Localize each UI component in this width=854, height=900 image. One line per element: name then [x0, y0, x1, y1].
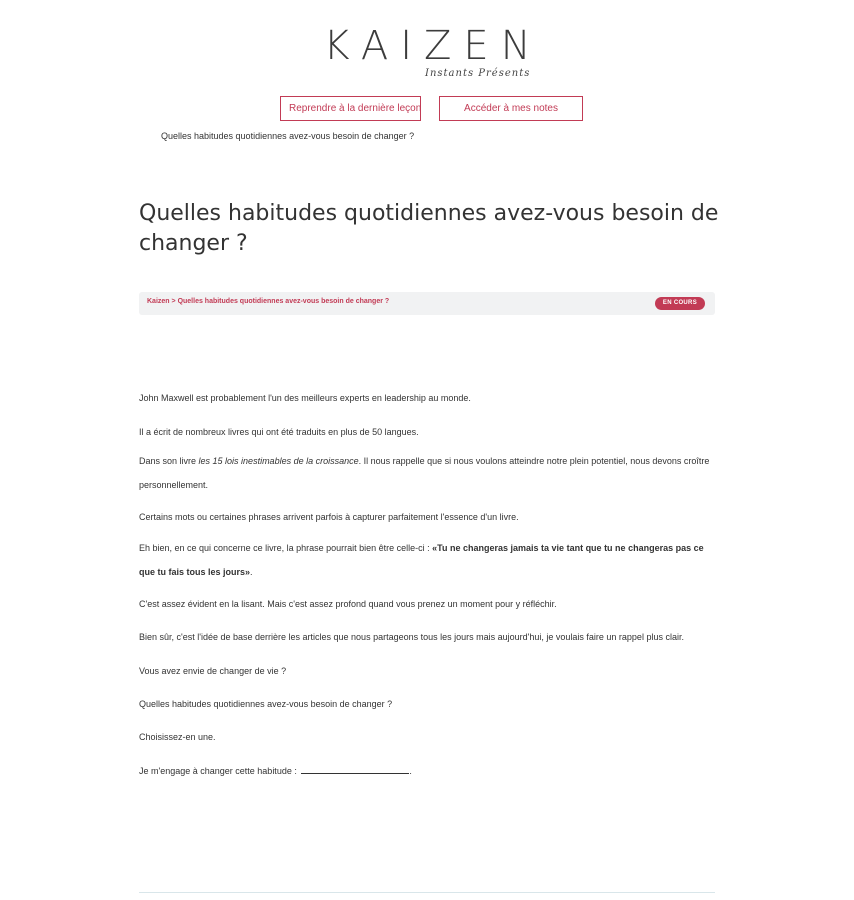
fill-in-blank — [301, 765, 409, 774]
text: Eh bien, en ce qui concerne ce livre, la phrase pourrait bien être celle-ci : — [139, 543, 433, 553]
resume-last-lesson-button[interactable]: Reprendre à la dernière leçon — [280, 96, 421, 121]
paragraph: Choisissez-en une. — [139, 732, 216, 742]
paragraph: C'est assez évident en la lisant. Mais c'est assez profond quand vous prenez un moment pour y réfléchir. — [139, 599, 557, 609]
book-title: les 15 lois inestimables de la croissance — [198, 456, 359, 466]
page-title: Quelles habitudes quotidiennes avez-vous besoin de changer ? — [139, 201, 719, 256]
paragraph: Bien sûr, c'est l'idée de base derrière les articles que nous partageons tous les jours mais aujourd'hui, je voulais faire un rappel plus clair. — [139, 632, 684, 642]
paragraph — [139, 536, 719, 584]
paragraph: John Maxwell est probablement l'un des meilleurs experts en leadership au monde. — [139, 393, 471, 403]
breadcrumb-root-link[interactable]: Kaizen — [147, 298, 170, 305]
current-lesson-link[interactable]: Quelles habitudes quotidiennes avez-vous besoin de changer ? — [161, 131, 415, 141]
text: . — [250, 567, 253, 577]
breadcrumb-bar — [139, 292, 715, 315]
site-logo[interactable] — [0, 23, 854, 79]
logo-tagline: Instants Présents — [425, 68, 531, 79]
text: . Il nous rappelle que si nous voulons atteindre notre plein potentiel, nous devons croître personnellement. — [139, 456, 710, 490]
logo-text: KAIZEN — [323, 23, 543, 69]
text: Je m'engage à changer cette habitude : — [139, 766, 300, 776]
paragraph: Il a écrit de nombreux livres qui ont été traduits en plus de 50 langues. — [139, 427, 419, 437]
paragraph: Certains mots ou certaines phrases arrivent parfois à capturer parfaitement l'essence d'un livre. — [139, 512, 519, 522]
breadcrumb-current[interactable]: Quelles habitudes quotidiennes avez-vous besoin de changer ? — [177, 298, 390, 305]
text: Dans son livre — [139, 456, 199, 466]
paragraph: Quelles habitudes quotidiennes avez-vous besoin de changer ? — [139, 699, 393, 709]
breadcrumb-separator: > — [171, 298, 176, 305]
breadcrumb — [147, 298, 389, 305]
divider — [139, 892, 715, 893]
paragraph — [139, 449, 719, 497]
access-notes-button[interactable]: Accéder à mes notes — [439, 96, 583, 121]
status-badge: EN COURS — [655, 297, 705, 310]
text: . — [409, 766, 412, 776]
paragraph — [139, 759, 412, 783]
quote: «Tu ne changeras jamais ta vie tant que tu ne changeras pas ce que tu fais tous les jours» — [139, 543, 704, 577]
paragraph: Vous avez envie de changer de vie ? — [139, 666, 287, 676]
